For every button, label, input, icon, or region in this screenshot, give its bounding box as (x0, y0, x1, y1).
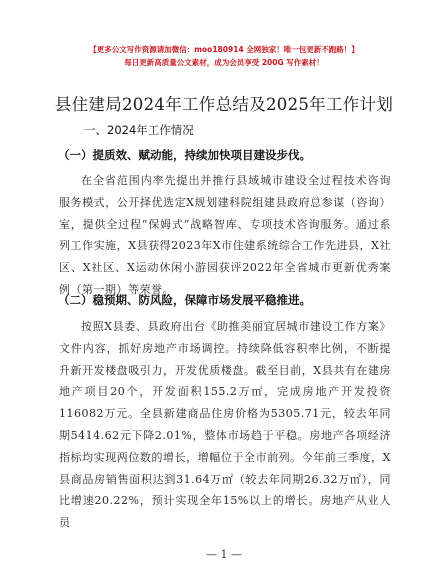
subsection-heading-1: （一）提质效、赋动能，持续加快项目建设步伐。 (58, 148, 311, 162)
paragraph-1: 在全省范围内率先提出并推行县域城市建设全过程技术咨询服务模式，公开择优选定X规划建科院组建县政府总参谋（咨询）室，提供全过程“保姆式”战略智库、专项技术咨询服务。通过系列工作实施，X县获得2023年X市住建系统综合工作先进县，X社区、X社区、X运动休闲小游园获评2022年全省城市更新优秀案例（第一期）等荣誉。 (59, 174, 391, 296)
document-title: 县住建局2024年工作总结及2025年工作计划 (54, 95, 394, 114)
section-heading: 一、2024年工作情况 (84, 123, 194, 137)
page-number: — 1 — (206, 548, 242, 561)
promo-banner-line2: 每日更新高质量公文素材，成为会员享受 200G 写作素材！ (124, 58, 324, 67)
paragraph-2: 按照X县委、县政府出台《助推美丽宜居城市建设工作方案》文件内容，抓好房地产市场调控。持续降低容积率比例，不断提升新开发楼盘吸引力，开发优质楼盘。截至目前，X县共有在建房地产项目20个，开发面积155.2万㎡，完成房地产开发投资116082万元。全县新建商品住房价格为5305.71元，较去年同期5414.62元下降2.01%，整体市场趋于平稳。房地产各项经济指标均实现两位数的增长，增幅位于全市前列。今年前三季度，X县商品房销售面积达到31.64万㎡（较去年同期26.32万㎡），同比增速20.22%，预计实现全年15%以上的增长。房地产从业人员 (59, 320, 391, 530)
promo-banner-line1: 【更多公文写作资源请加微信：moo180914 全网独家！唯一包更新不跑路！】 (89, 45, 359, 54)
subsection-heading-2: （二）稳预期、防风险，保障市场发展平稳推进。 (58, 293, 311, 307)
